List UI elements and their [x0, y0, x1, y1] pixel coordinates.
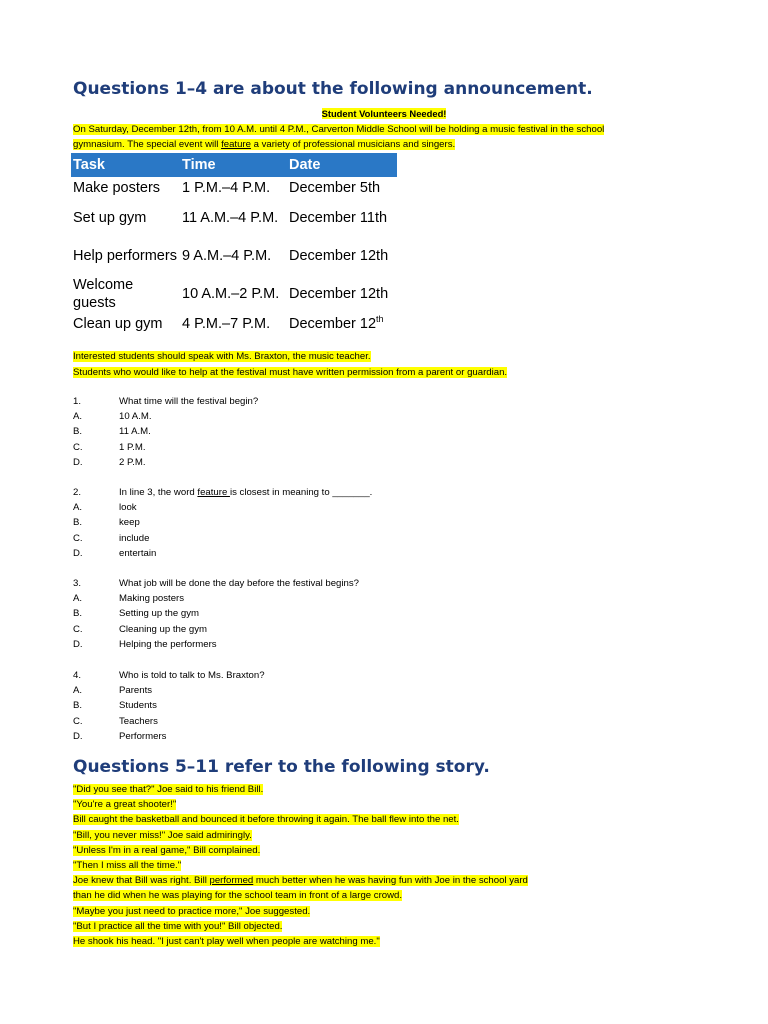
option-letter: C.	[73, 715, 83, 727]
story-line-end: much better when he was having fun with Joe in the school yard	[253, 875, 528, 887]
announcement-line-2-end: a variety of professional musicians and singers.	[250, 139, 456, 150]
story-passage	[73, 782, 528, 949]
option-text: look	[119, 502, 137, 514]
date-cell	[287, 313, 397, 335]
option-text: 1 P.M.	[119, 441, 146, 453]
option-letter: A.	[73, 411, 83, 423]
date-cell: December 5th	[289, 180, 381, 196]
table-row	[71, 313, 397, 335]
option-text: Students	[119, 700, 157, 712]
story-line: "Unless I'm in a real game," Bill complained.	[73, 844, 261, 856]
question-text: What time will the festival begin?	[119, 396, 259, 407]
option-letter: B.	[73, 426, 83, 438]
table-row	[71, 275, 397, 313]
date-cell: December 12th	[289, 286, 389, 302]
story-line: Bill caught the basketball and bounced it before throwing it again. The ball flew into the net.	[73, 814, 459, 826]
option-letter: C.	[73, 623, 83, 635]
option-letter: B.	[73, 608, 83, 620]
date-ordinal-suffix: th	[376, 314, 384, 325]
table-row	[71, 237, 397, 275]
option-text: entertain	[119, 547, 157, 559]
story-line: "Then I miss all the time."	[73, 859, 182, 871]
option-text: Parents	[119, 685, 153, 697]
underlined-word-feature: feature	[221, 139, 251, 150]
story-line: than he did when he was playing for the school team in front of a large crowd.	[73, 890, 403, 902]
option-text: 2 P.M.	[119, 456, 146, 468]
announcement-line-2	[73, 139, 455, 150]
option-letter: D.	[73, 456, 83, 468]
announcement-title-text: Student Volunteers Needed!	[321, 108, 447, 119]
question-number: 3.	[73, 578, 82, 589]
section-heading-story: Questions 5–11 refer to the following story.	[73, 757, 490, 777]
question-text: What job will be done the day before the festival begins?	[119, 578, 359, 589]
option-letter: B.	[73, 517, 83, 529]
option-text: 11 A.M.	[119, 426, 151, 438]
story-line: "Maybe you just need to practice more," Joe suggested.	[73, 905, 311, 917]
underlined-word-performed: performed	[209, 875, 254, 887]
story-line: "Did you see that?" Joe said to his friend Bill.	[73, 784, 264, 795]
time-cell: 1 P.M.–4 P.M.	[182, 180, 271, 196]
time-cell: 10 A.M.–2 P.M.	[182, 286, 280, 302]
time-cell: 4 P.M.–7 P.M.	[182, 316, 271, 332]
option-text: Setting up the gym	[119, 608, 199, 620]
announcement-title	[0, 107, 768, 121]
time-cell: 11 A.M.–4 P.M.	[182, 210, 279, 226]
option-text: Performers	[119, 730, 167, 742]
announcement-line-2-start: gymnasium. The special event will	[73, 139, 222, 150]
question-number: 2.	[73, 487, 82, 498]
table-row	[71, 177, 397, 199]
story-line: "Bill, you never miss!" Joe said admiringly.	[73, 829, 252, 841]
date-text: December 12	[289, 316, 377, 332]
announcement-body	[73, 122, 683, 152]
column-header-date: Date	[287, 153, 397, 177]
date-cell: December 11th	[289, 210, 388, 226]
option-letter: D.	[73, 638, 83, 650]
option-text: Teachers	[119, 715, 158, 727]
task-cell: Set up gym	[73, 210, 147, 226]
story-line: "You're a great shooter!"	[73, 799, 177, 811]
note-line-1: Interested students should speak with Ms. Braxton, the music teacher.	[73, 351, 371, 362]
story-line	[73, 875, 528, 886]
announcement-notes	[73, 349, 507, 381]
task-cell: Clean up gym	[73, 316, 163, 332]
column-header-time: Time	[180, 153, 287, 177]
question-text: Who is told to talk to Ms. Braxton?	[119, 670, 265, 681]
option-letter: A.	[73, 502, 83, 514]
option-text: keep	[119, 517, 140, 529]
note-line-2: Students who would like to help at the festival must have written permission from a parent or guardian.	[73, 367, 508, 378]
task-cell: Make posters	[73, 180, 161, 196]
announcement-line-1: On Saturday, December 12th, from 10 A.M. until 4 P.M., Carverton Middle School will be holding a music festival in the school	[73, 124, 605, 135]
section-heading-announcement: Questions 1–4 are about the following announcement.	[73, 79, 593, 99]
option-text: Helping the performers	[119, 638, 217, 650]
story-line: "But I practice all the time with you!" Bill objected.	[73, 920, 283, 932]
option-letter: D.	[73, 730, 83, 742]
time-cell: 9 A.M.–4 P.M.	[182, 248, 272, 264]
question-number: 1.	[73, 396, 82, 407]
task-cell: Help performers	[73, 248, 177, 264]
date-cell: December 12th	[289, 248, 389, 264]
option-text: Cleaning up the gym	[119, 623, 207, 635]
volunteer-schedule-table	[71, 153, 397, 335]
option-text: Making posters	[119, 593, 185, 605]
table-row	[71, 199, 397, 237]
column-header-task: Task	[71, 153, 180, 177]
option-letter: C.	[73, 532, 83, 544]
option-letter: D.	[73, 547, 83, 559]
table-header-row	[71, 153, 397, 177]
option-text: 10 A.M.	[119, 411, 152, 423]
task-cell: Welcome guests	[73, 277, 134, 311]
question-text-end: is closest in meaning to _______.	[229, 487, 373, 498]
option-letter: B.	[73, 700, 83, 712]
option-text: include	[119, 532, 150, 544]
story-line-start: Joe knew that Bill was right. Bill	[73, 875, 210, 887]
underlined-word-feature: feature	[197, 487, 230, 498]
option-letter: C.	[73, 441, 83, 453]
story-line: He shook his head. "I just can't play well when people are watching me."	[73, 935, 380, 947]
question-text-start: In line 3, the word	[119, 487, 198, 498]
question-text	[119, 487, 372, 498]
option-letter: A.	[73, 685, 83, 697]
question-number: 4.	[73, 670, 82, 681]
option-letter: A.	[73, 593, 83, 605]
